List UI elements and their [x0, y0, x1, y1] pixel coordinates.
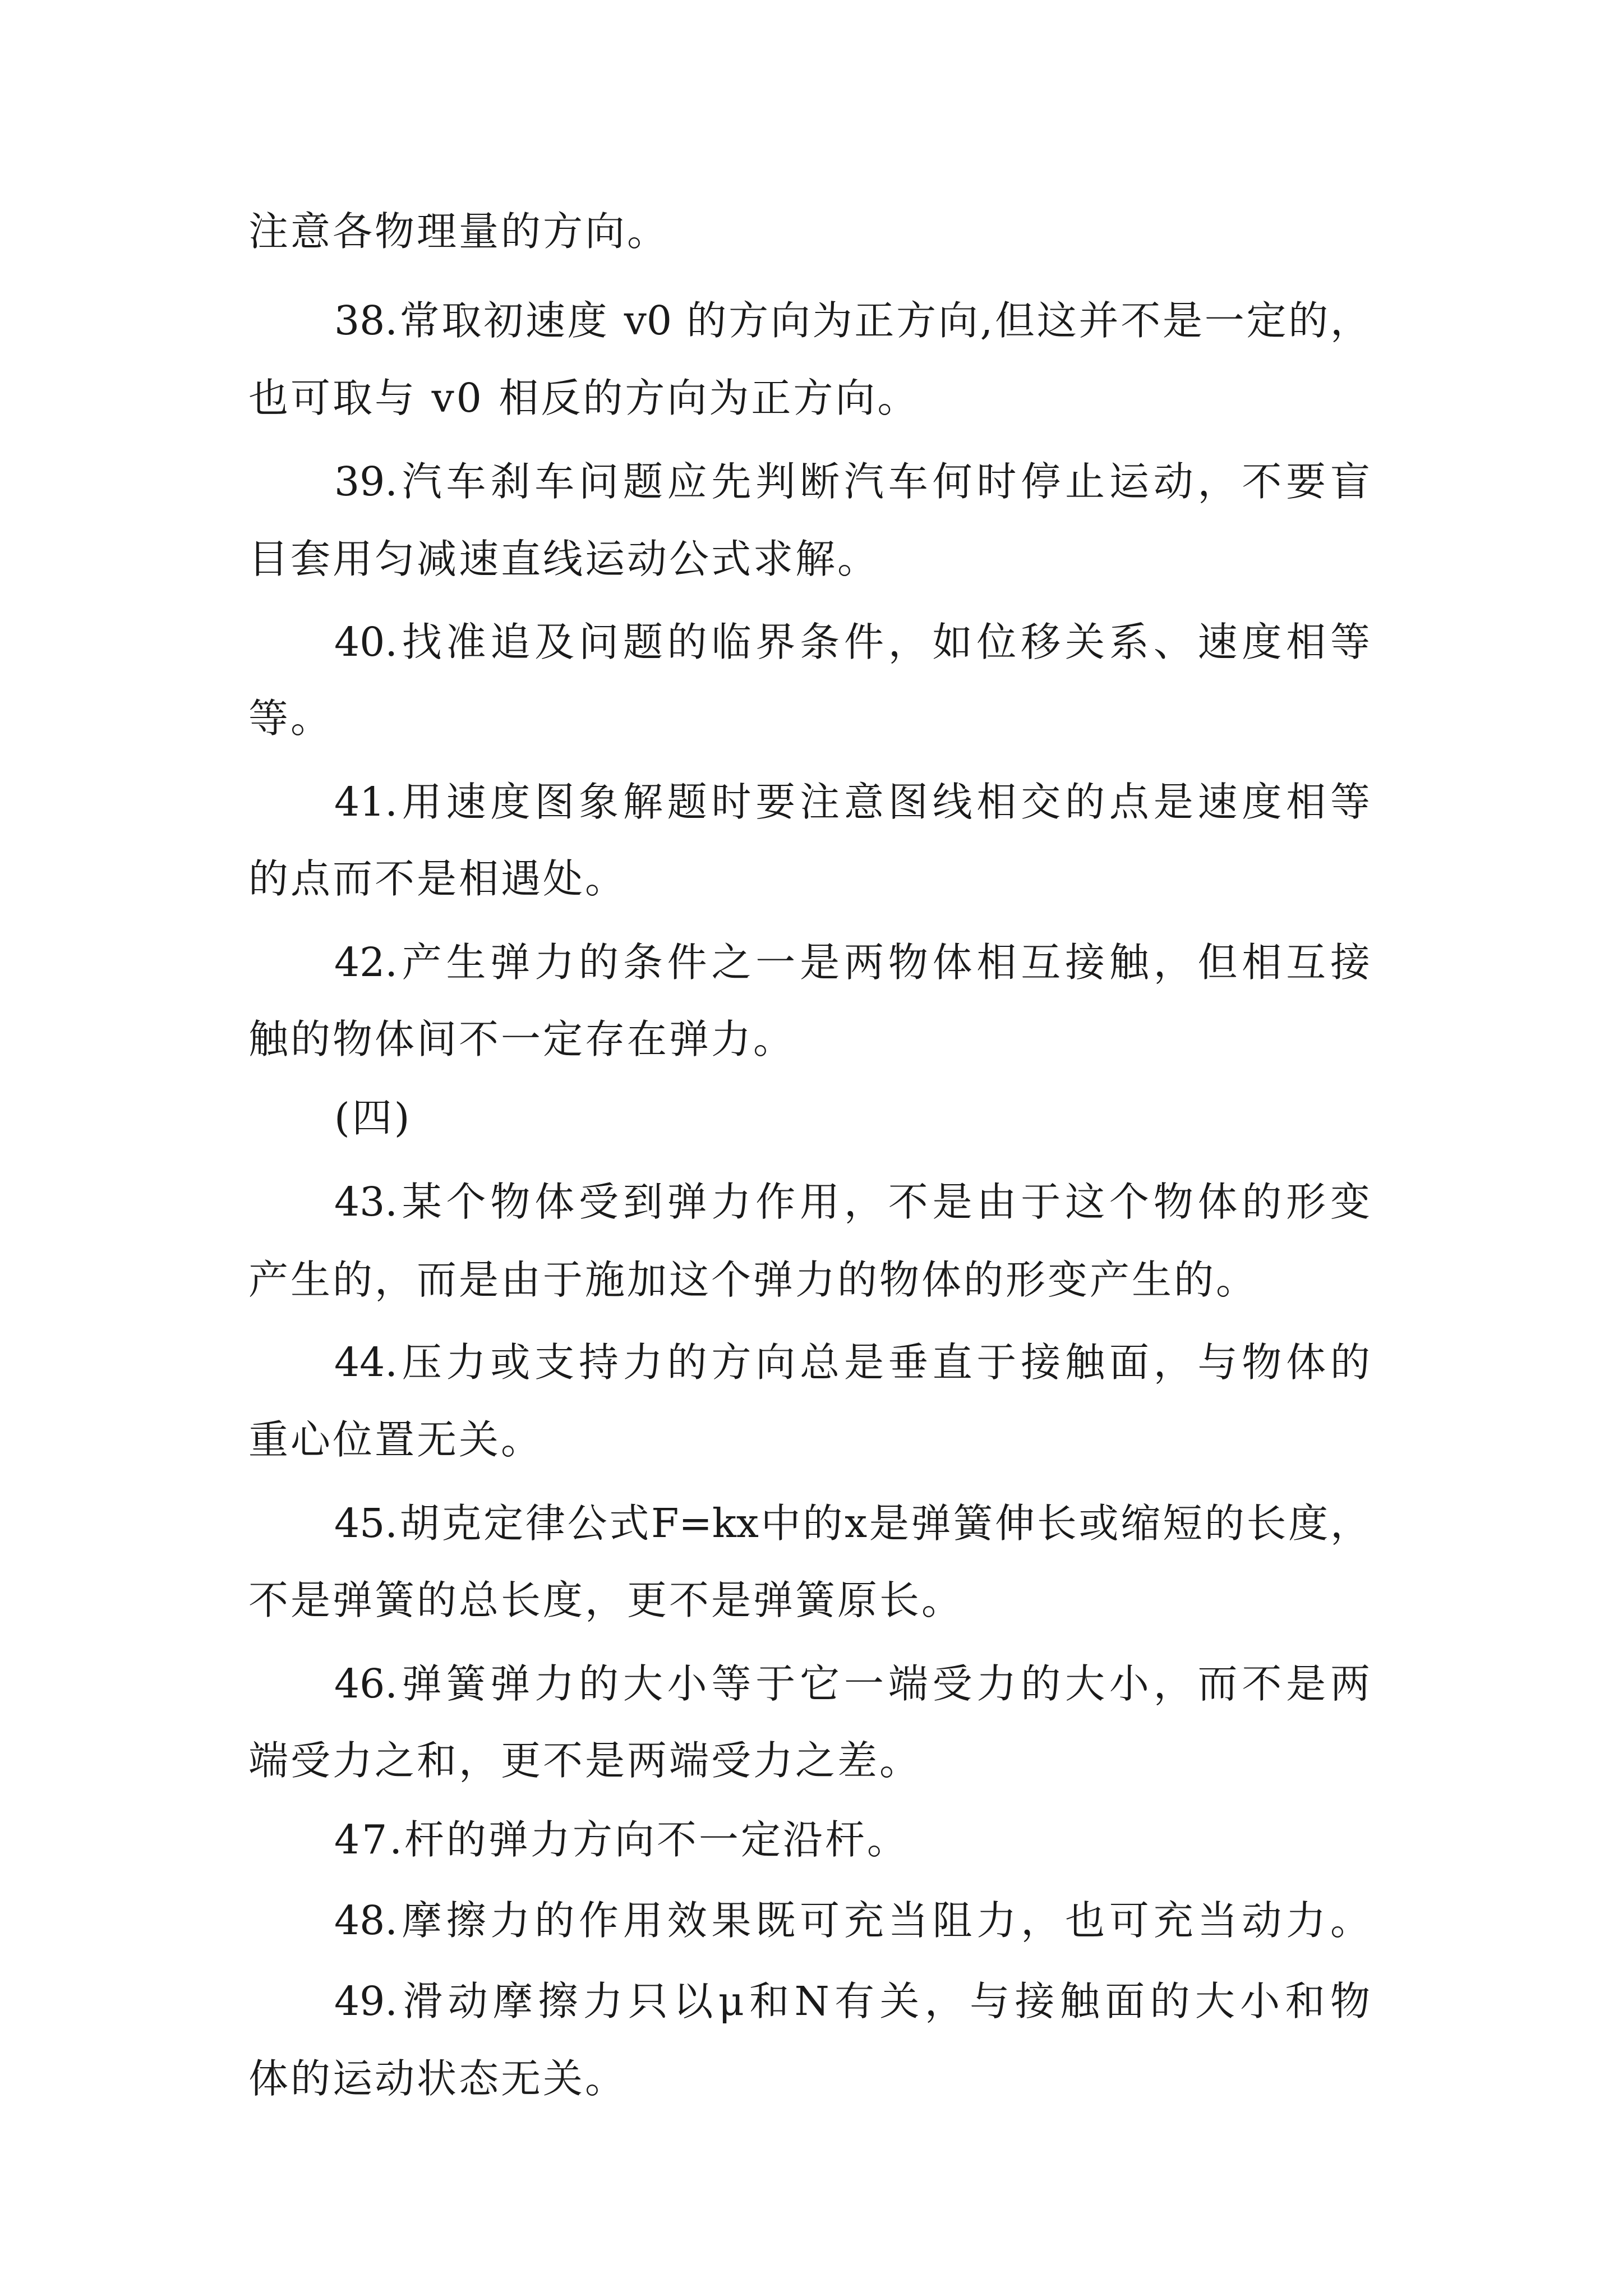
text-line: 目套用匀减速直线运动公式求解。: [248, 536, 880, 582]
text-line: 不是弹簧的总长度，更不是弹簧原长。: [248, 1577, 964, 1623]
text-line: 38.常取初速度 v0 的方向为正方向,但这并不是一定的，: [334, 297, 1370, 344]
text-line: 重心位置无关。: [248, 1416, 543, 1463]
text-line: 40.找准追及问题的临界条件，如位移关系、速度相等: [334, 619, 1370, 665]
text-line: 的点而不是相遇处。: [248, 855, 628, 902]
text-line: 体的运动状态无关。: [248, 2055, 628, 2102]
text-line: 43.某个物体受到弹力作用，不是由于这个物体的形变: [334, 1179, 1370, 1225]
text-line: 42.产生弹力的条件之一是两物体相互接触，但相互接: [334, 939, 1370, 986]
text-line: 48.摩擦力的作用效果既可充当阻力，也可充当动力。: [334, 1897, 1370, 1944]
text-line: 44.压力或支持力的方向总是垂直于接触面，与物体的: [334, 1339, 1370, 1386]
section-heading: (四): [334, 1094, 412, 1141]
text-line: 49.滑动摩擦力只以μ和N有关，与接触面的大小和物: [334, 1978, 1370, 2024]
text-line: 产生的，而是由于施加这个弹力的物体的形变产生的。: [248, 1257, 1258, 1303]
text-line: 47.杆的弹力方向不一定沿杆。: [334, 1816, 909, 1863]
text-line: 注意各物理量的方向。: [248, 208, 670, 255]
text-line: 也可取与 v0 相反的方向为正方向。: [248, 375, 920, 421]
text-line: 41.用速度图象解题时要注意图线相交的点是速度相等: [334, 779, 1370, 825]
text-line: 等。: [248, 695, 333, 742]
text-line: 45.胡克定律公式F=kx中的x是弹簧伸长或缩短的长度，: [334, 1500, 1370, 1547]
text-line: 端受力之和，更不是两端受力之差。: [248, 1737, 922, 1784]
text-line: 触的物体间不一定存在弹力。: [248, 1016, 796, 1062]
text-line: 46.弹簧弹力的大小等于它一端受力的大小，而不是两: [334, 1660, 1370, 1707]
text-line: 39.汽车刹车问题应先判断汽车何时停止运动，不要盲: [334, 458, 1370, 505]
